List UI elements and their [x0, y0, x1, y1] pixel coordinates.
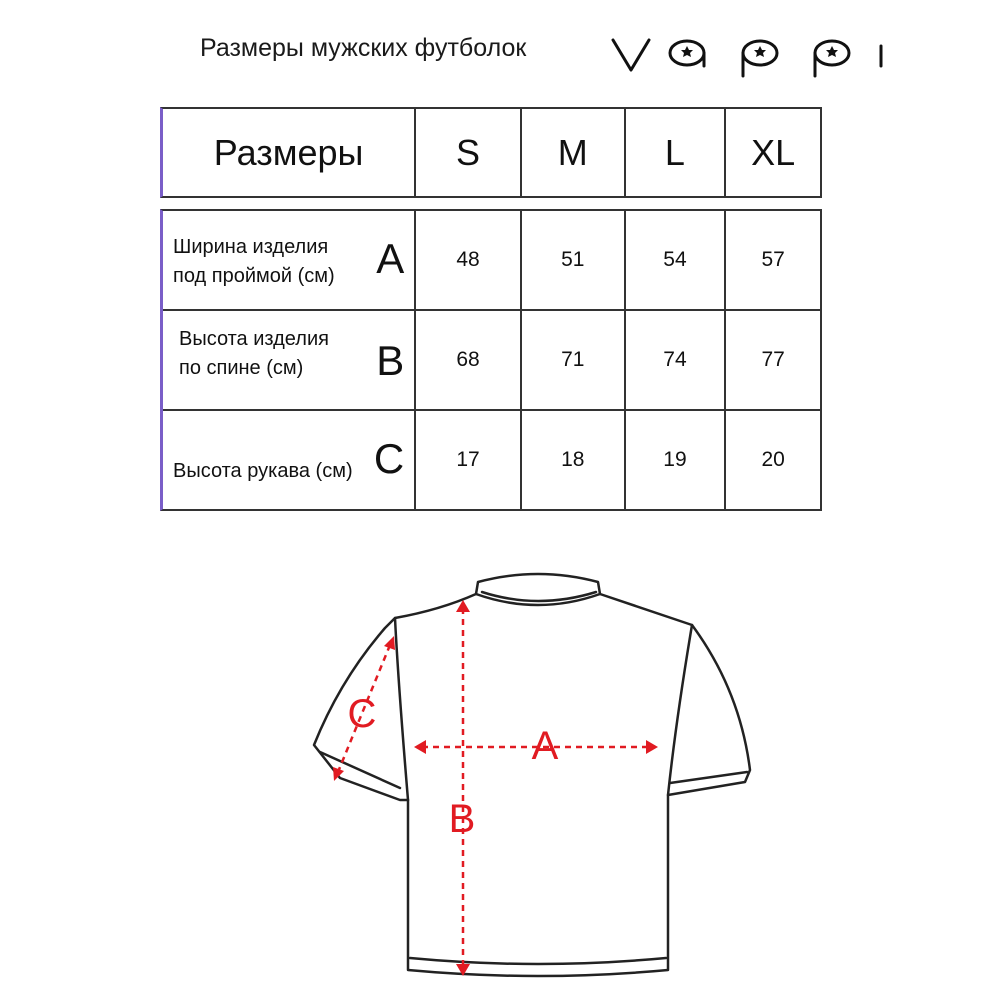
value-cell [624, 311, 725, 409]
tshirt-outline [314, 574, 750, 976]
row-label [173, 233, 335, 291]
size-label: L [664, 131, 685, 173]
row-label-cell [163, 311, 414, 409]
row-label-line: Высота изделия [179, 328, 329, 350]
value-cell [624, 411, 725, 509]
measure-label-a: A [531, 724, 559, 768]
header-row [163, 109, 820, 196]
row-letter: B [376, 337, 405, 384]
row-label-line: по спине (см) [179, 357, 304, 379]
value-cell [724, 211, 820, 309]
row-label-line: Высота рукава (см) [173, 460, 353, 482]
value: 74 [663, 348, 687, 371]
row-letter: A [376, 235, 405, 282]
size-label: M [557, 131, 588, 173]
measure-lines [338, 608, 650, 968]
value: 68 [456, 348, 480, 371]
size-table-header [160, 107, 822, 198]
table-row [163, 211, 820, 311]
value: 17 [456, 448, 480, 471]
size-m-cell [520, 109, 624, 196]
yappi-logo-icon [605, 28, 895, 78]
table-row [163, 411, 820, 509]
row-label-cell [163, 411, 414, 509]
size-table-body [160, 209, 822, 511]
value-cell [414, 211, 520, 309]
value-cell [520, 211, 624, 309]
header-label-cell [163, 109, 414, 196]
size-s-cell [414, 109, 520, 196]
row-label [179, 325, 329, 383]
value-cell [414, 311, 520, 409]
measure-label-b: B [448, 797, 476, 841]
row-label-line: Ширина изделия [173, 236, 329, 258]
row-label-line: под проймой (см) [173, 265, 335, 287]
value-cell [520, 311, 624, 409]
value: 54 [663, 248, 687, 271]
measure-arrowheads [333, 600, 658, 976]
value: 77 [761, 348, 785, 371]
row-letter: C [373, 435, 405, 482]
header-label: Размеры [213, 131, 364, 173]
size-xl-cell [724, 109, 820, 196]
size-label: S [456, 131, 481, 173]
size-label: XL [751, 131, 796, 173]
value-cell [520, 411, 624, 509]
value-cell [624, 211, 725, 309]
value: 19 [663, 448, 687, 471]
value: 48 [456, 248, 480, 271]
size-l-cell [624, 109, 725, 196]
value: 71 [561, 348, 585, 371]
value-cell [724, 411, 820, 509]
value: 51 [561, 248, 585, 271]
value: 20 [761, 448, 785, 471]
value-cell [724, 311, 820, 409]
measure-label-c: C [347, 692, 377, 736]
value: 57 [761, 248, 785, 271]
value-cell [414, 411, 520, 509]
row-label-cell [163, 211, 414, 309]
row-label [173, 457, 353, 486]
table-row [163, 311, 820, 411]
page-title: Размеры мужских футболок [200, 34, 527, 62]
value: 18 [561, 448, 585, 471]
tshirt-diagram [300, 570, 760, 990]
